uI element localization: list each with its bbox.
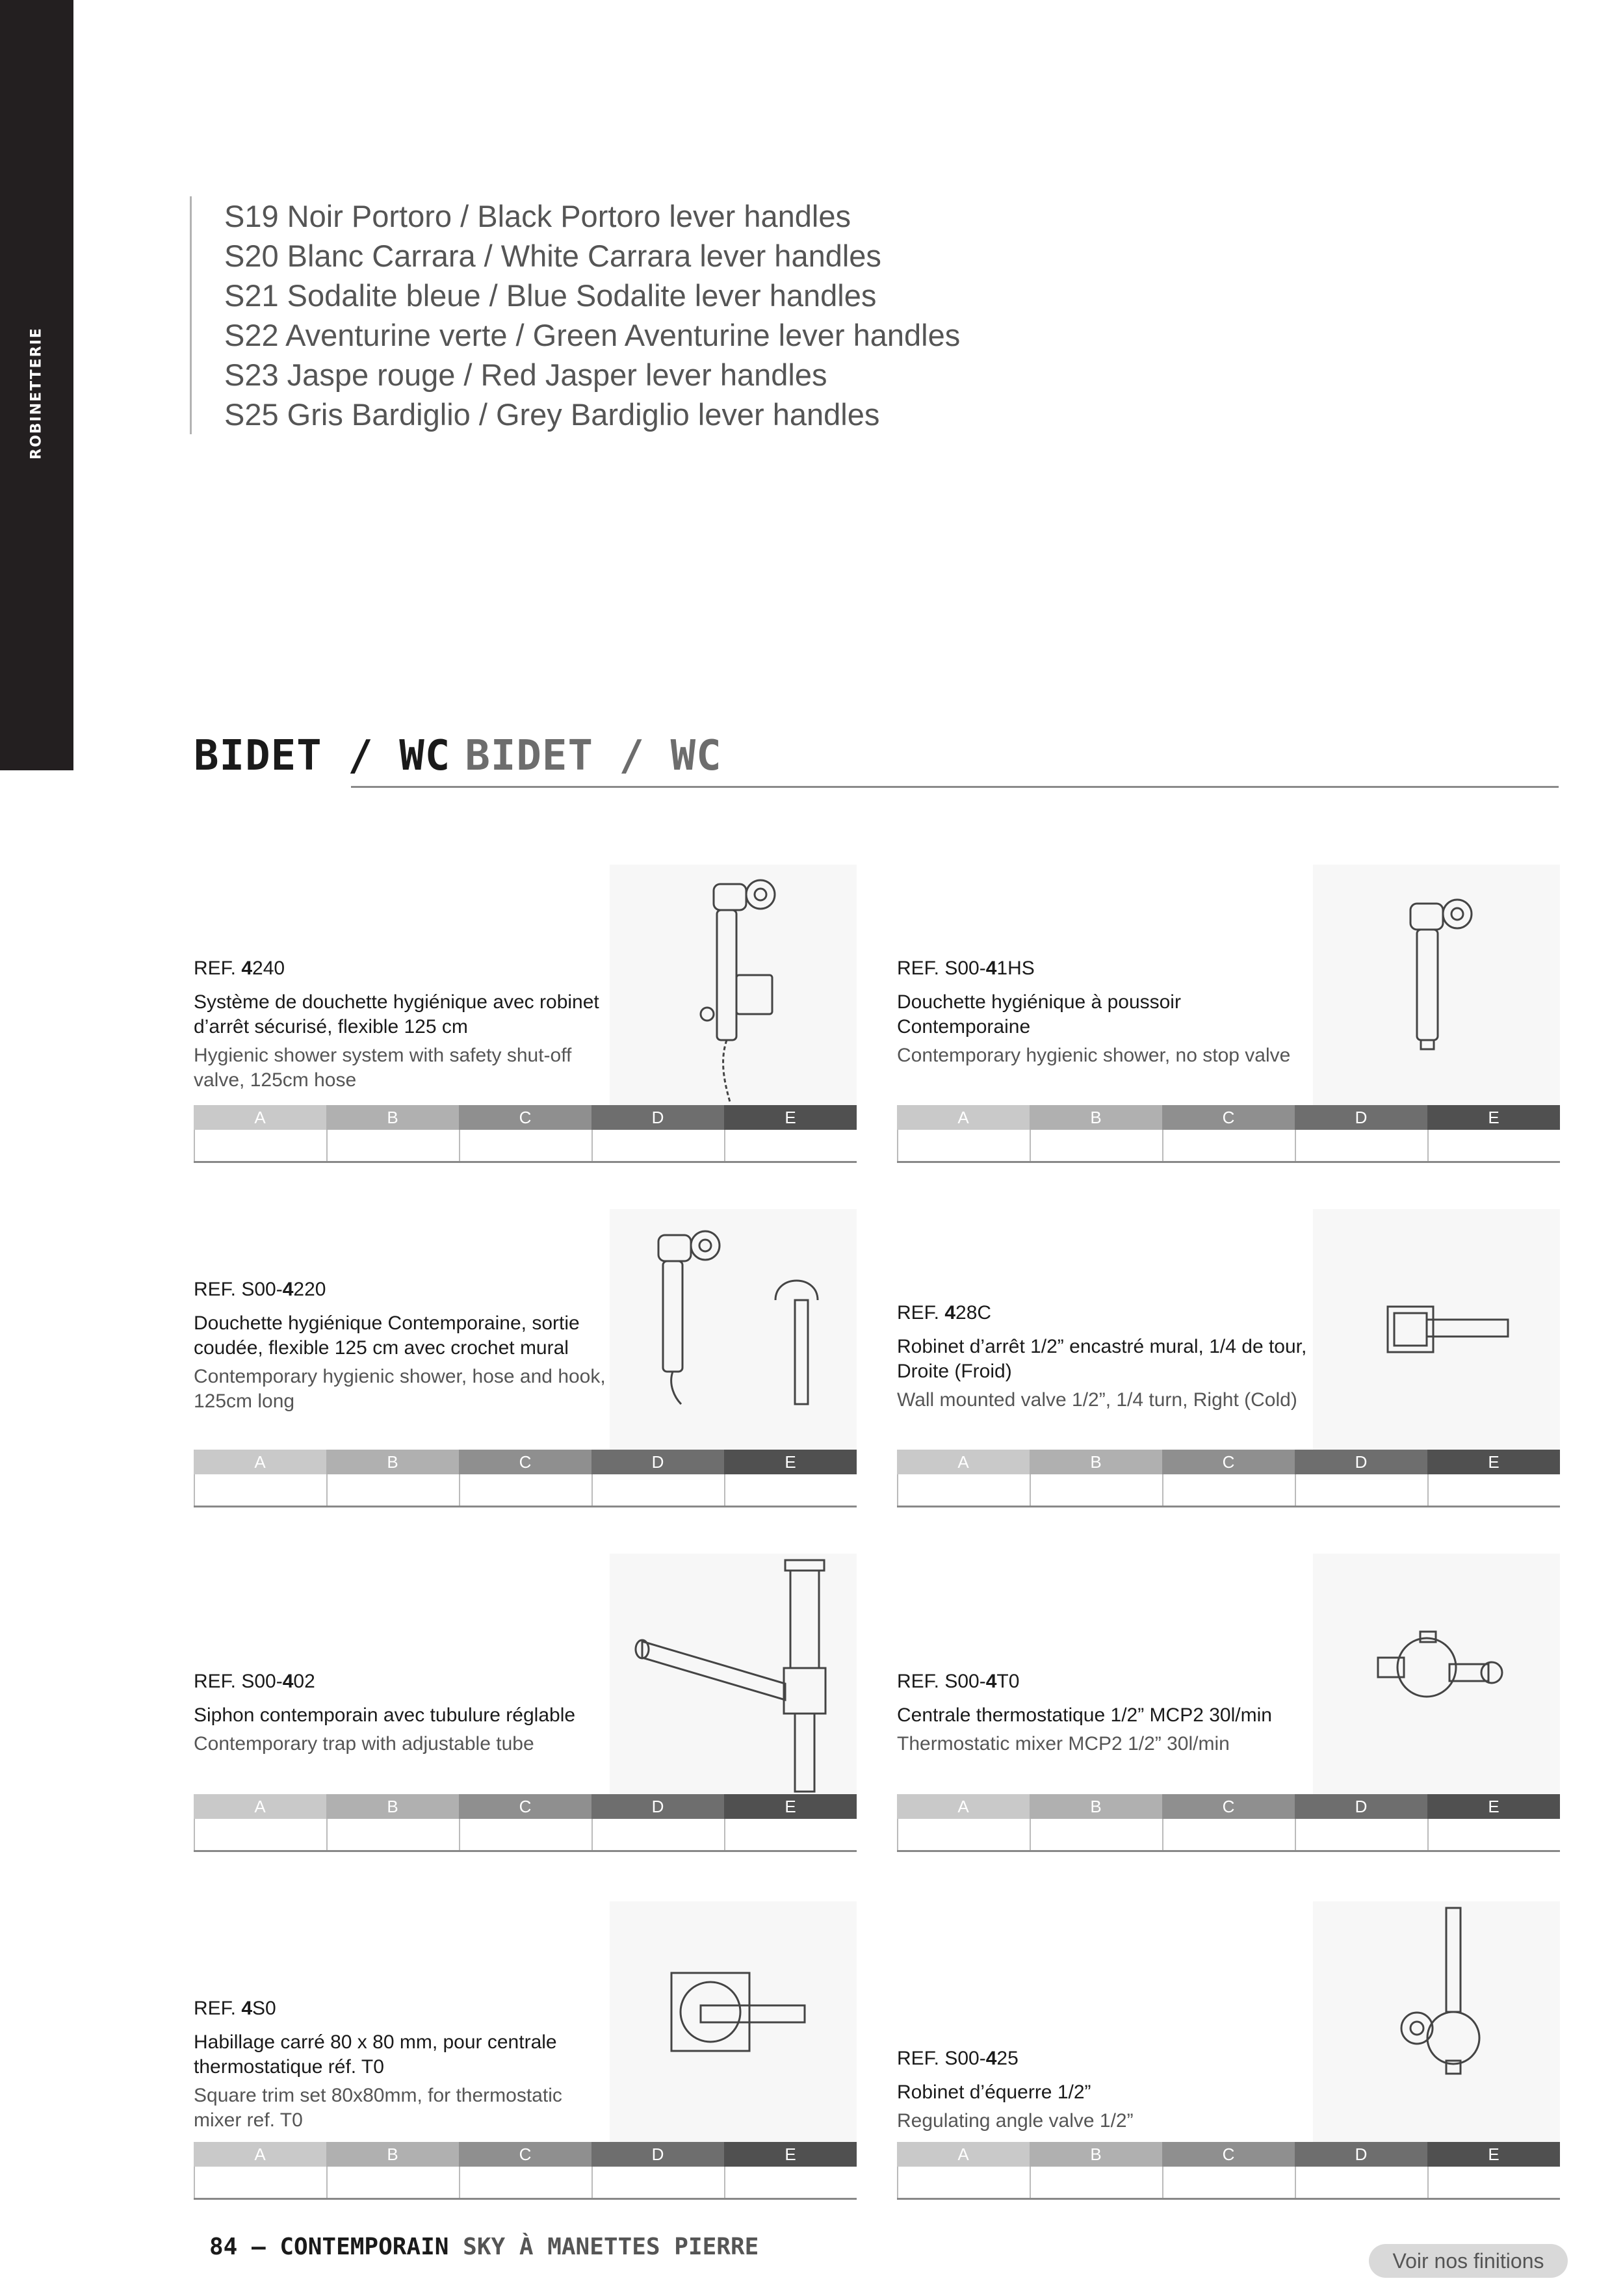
finish-table <box>897 1105 1560 1163</box>
finish-col-d: D <box>591 1450 724 1474</box>
finish-cell <box>591 1130 724 1161</box>
finish-item: S22 Aventurine verte / Green Aventurine lever handles <box>224 318 961 352</box>
finish-table <box>897 2142 1560 2200</box>
view-finishes-button[interactable]: Voir nos finitions <box>1369 2244 1568 2278</box>
finish-cell <box>326 2167 459 2198</box>
finish-cell <box>459 1819 591 1850</box>
finish-cell <box>459 1130 591 1161</box>
section-title-en: BIDET / WC <box>465 732 722 780</box>
finish-cell <box>591 1819 724 1850</box>
siphon-trap-icon <box>610 1554 857 1794</box>
finish-col-b: B <box>326 1794 459 1819</box>
finish-cell <box>326 1474 459 1506</box>
finish-cell <box>1030 1819 1162 1850</box>
finish-col-c: C <box>1162 1450 1295 1474</box>
product-desc-fr: Siphon contemporain avec tubulure réglable <box>194 1704 576 1726</box>
finish-table <box>194 1450 857 1507</box>
product-desc-en: Thermostatic mixer MCP2 1/2” 30l/min <box>897 1733 1230 1755</box>
footer-collection: SKY À MANETTES PIERRE <box>463 2234 759 2260</box>
finish-cell <box>1162 2167 1295 2198</box>
product-ref: REF. S00-4220 <box>194 1279 326 1300</box>
finish-col-e: E <box>1427 1105 1560 1130</box>
product-desc-en: Contemporary hygienic shower, hose and hook, 125cm long <box>194 1366 606 1412</box>
finish-col-b: B <box>1030 1450 1162 1474</box>
finish-cell <box>194 1130 326 1161</box>
section-title <box>194 732 722 780</box>
finish-cell <box>724 1819 857 1850</box>
footer-page-number: 84 – CONTEMPORAIN <box>209 2234 449 2260</box>
finish-cell <box>326 1819 459 1850</box>
finishes-list <box>190 196 960 434</box>
finish-item: S21 Sodalite bleue / Blue Sodalite lever handles <box>224 278 877 313</box>
product-desc-en: Hygienic shower system with safety shut-off valve, 125cm hose <box>194 1045 572 1091</box>
finish-col-a: A <box>194 1450 326 1474</box>
finish-col-a: A <box>194 2142 326 2167</box>
side-tab <box>0 0 73 770</box>
finish-col-b: B <box>326 1105 459 1130</box>
finish-item: S25 Gris Bardiglio / Grey Bardiglio lever handles <box>224 397 880 432</box>
finish-cell <box>724 2167 857 2198</box>
finish-cell <box>459 2167 591 2198</box>
product-ref: REF. S00-402 <box>194 1671 315 1692</box>
finish-col-c: C <box>459 1794 591 1819</box>
finish-col-c: C <box>459 1105 591 1130</box>
finish-cell <box>1030 1130 1162 1161</box>
finish-col-d: D <box>591 1794 724 1819</box>
product-desc-fr: Douchette hygiénique Contemporaine, sortie coudée, flexible 125 cm avec crochet mural <box>194 1312 580 1359</box>
finish-table <box>194 1794 857 1852</box>
side-tab-label: ROBINETTERIE <box>28 327 45 460</box>
product-desc-en: Contemporary hygienic shower, no stop valve <box>897 1045 1291 1066</box>
finish-col-b: B <box>1030 2142 1162 2167</box>
finish-cell <box>724 1474 857 1506</box>
finish-cell <box>591 2167 724 2198</box>
product-ref: REF. S00-41HS <box>897 958 1035 979</box>
finish-col-c: C <box>1162 1794 1295 1819</box>
finish-item: S23 Jaspe rouge / Red Jasper lever handles <box>224 358 827 392</box>
product-ref: REF. S00-425 <box>897 2048 1019 2069</box>
square-trim-set-icon <box>610 1901 857 2142</box>
product-desc-fr: Système de douchette hygiénique avec robinet d’arrêt sécurisé, flexible 125 cm <box>194 991 599 1037</box>
finish-col-b: B <box>1030 1794 1162 1819</box>
finish-col-e: E <box>724 1450 857 1474</box>
finish-table <box>194 2142 857 2200</box>
finish-col-d: D <box>1295 2142 1427 2167</box>
product-desc-fr: Robinet d’arrêt 1/2” encastré mural, 1/4 de tour, Droite (Froid) <box>897 1336 1307 1382</box>
finish-cell <box>1427 1130 1560 1161</box>
finish-cell <box>897 1130 1030 1161</box>
finish-cell <box>1295 1130 1427 1161</box>
product-image <box>610 1554 857 1794</box>
finish-cell <box>1295 1474 1427 1506</box>
thermostatic-mixer-icon <box>1313 1554 1560 1794</box>
product-card <box>194 1554 857 1853</box>
finish-col-a: A <box>194 1794 326 1819</box>
finish-cell <box>459 1474 591 1506</box>
product-desc-en: Wall mounted valve 1/2”, 1/4 turn, Right (Cold) <box>897 1389 1297 1411</box>
product-desc-fr: Habillage carré 80 x 80 mm, pour centrale thermostatique réf. T0 <box>194 2031 557 2078</box>
product-desc-fr: Centrale thermostatique 1/2” MCP2 30l/min <box>897 1704 1272 1726</box>
product-image <box>1313 1554 1560 1794</box>
product-desc-fr: Douchette hygiénique à poussoir Contemporaine <box>897 991 1181 1037</box>
finish-col-e: E <box>724 1105 857 1130</box>
finish-cell <box>724 1130 857 1161</box>
finish-col-e: E <box>724 1794 857 1819</box>
finish-cell <box>1427 2167 1560 2198</box>
finish-col-b: B <box>326 1450 459 1474</box>
finish-col-d: D <box>1295 1450 1427 1474</box>
finish-col-e: E <box>1427 2142 1560 2167</box>
product-card <box>897 1209 1560 1508</box>
product-card <box>897 865 1560 1164</box>
product-image <box>610 1209 857 1450</box>
finish-item: S19 Noir Portoro / Black Portoro lever handles <box>224 199 851 233</box>
product-card <box>194 1901 857 2200</box>
hygienic-shower-icon <box>1313 865 1560 1105</box>
finish-col-c: C <box>459 1450 591 1474</box>
finish-col-a: A <box>897 1794 1030 1819</box>
finish-cell <box>194 2167 326 2198</box>
product-card <box>194 865 857 1164</box>
product-card <box>897 1554 1560 1853</box>
product-ref: REF. 428C <box>897 1302 992 1324</box>
hygienic-shower-system-icon <box>610 865 857 1105</box>
product-desc-fr: Robinet d’équerre 1/2” <box>897 2081 1091 2103</box>
finish-table <box>897 1450 1560 1507</box>
finish-col-d: D <box>591 1105 724 1130</box>
finish-cell <box>1030 1474 1162 1506</box>
wall-valve-icon <box>1313 1209 1560 1450</box>
finish-table <box>194 1105 857 1163</box>
product-image <box>610 1901 857 2142</box>
page-footer <box>209 2234 759 2260</box>
finish-col-d: D <box>591 2142 724 2167</box>
finish-cell <box>1295 2167 1427 2198</box>
finish-col-c: C <box>459 2142 591 2167</box>
product-image <box>1313 1209 1560 1450</box>
finish-col-a: A <box>897 2142 1030 2167</box>
product-desc-en: Regulating angle valve 1/2” <box>897 2110 1134 2132</box>
section-divider <box>351 786 1559 788</box>
finish-cell <box>194 1474 326 1506</box>
finish-col-c: C <box>1162 1105 1295 1130</box>
finish-col-a: A <box>897 1105 1030 1130</box>
finish-cell <box>1162 1474 1295 1506</box>
angle-valve-icon <box>1313 1901 1560 2142</box>
finish-cell <box>326 1130 459 1161</box>
hygienic-shower-hook-icon <box>610 1209 857 1450</box>
finish-col-b: B <box>326 2142 459 2167</box>
finish-cell <box>1030 2167 1162 2198</box>
finish-cell <box>1427 1474 1560 1506</box>
section-title-fr: BIDET / WC <box>194 732 451 780</box>
product-image <box>610 865 857 1105</box>
product-image <box>1313 1901 1560 2142</box>
finish-col-a: A <box>194 1105 326 1130</box>
finish-cell <box>1427 1819 1560 1850</box>
finish-cell <box>897 1819 1030 1850</box>
finish-cell <box>1295 1819 1427 1850</box>
product-ref: REF. 4S0 <box>194 1998 276 2019</box>
product-ref: REF. 4240 <box>194 958 285 979</box>
finish-col-e: E <box>724 2142 857 2167</box>
product-card <box>897 1901 1560 2200</box>
finish-cell <box>194 1819 326 1850</box>
product-desc-en: Contemporary trap with adjustable tube <box>194 1733 534 1755</box>
product-ref: REF. S00-4T0 <box>897 1671 1020 1692</box>
finish-cell <box>897 2167 1030 2198</box>
finish-cell <box>1162 1819 1295 1850</box>
finish-table <box>897 1794 1560 1852</box>
finish-cell <box>897 1474 1030 1506</box>
finish-col-b: B <box>1030 1105 1162 1130</box>
product-desc-en: Square trim set 80x80mm, for thermostatic mixer ref. T0 <box>194 2085 562 2131</box>
finish-col-e: E <box>1427 1794 1560 1819</box>
finish-col-e: E <box>1427 1450 1560 1474</box>
finish-cell <box>591 1474 724 1506</box>
product-card <box>194 1209 857 1508</box>
finish-cell <box>1162 1130 1295 1161</box>
finish-col-d: D <box>1295 1105 1427 1130</box>
product-image <box>1313 865 1560 1105</box>
finish-item: S20 Blanc Carrara / White Carrara lever handles <box>224 239 881 273</box>
finish-col-c: C <box>1162 2142 1295 2167</box>
finish-col-d: D <box>1295 1794 1427 1819</box>
finish-col-a: A <box>897 1450 1030 1474</box>
